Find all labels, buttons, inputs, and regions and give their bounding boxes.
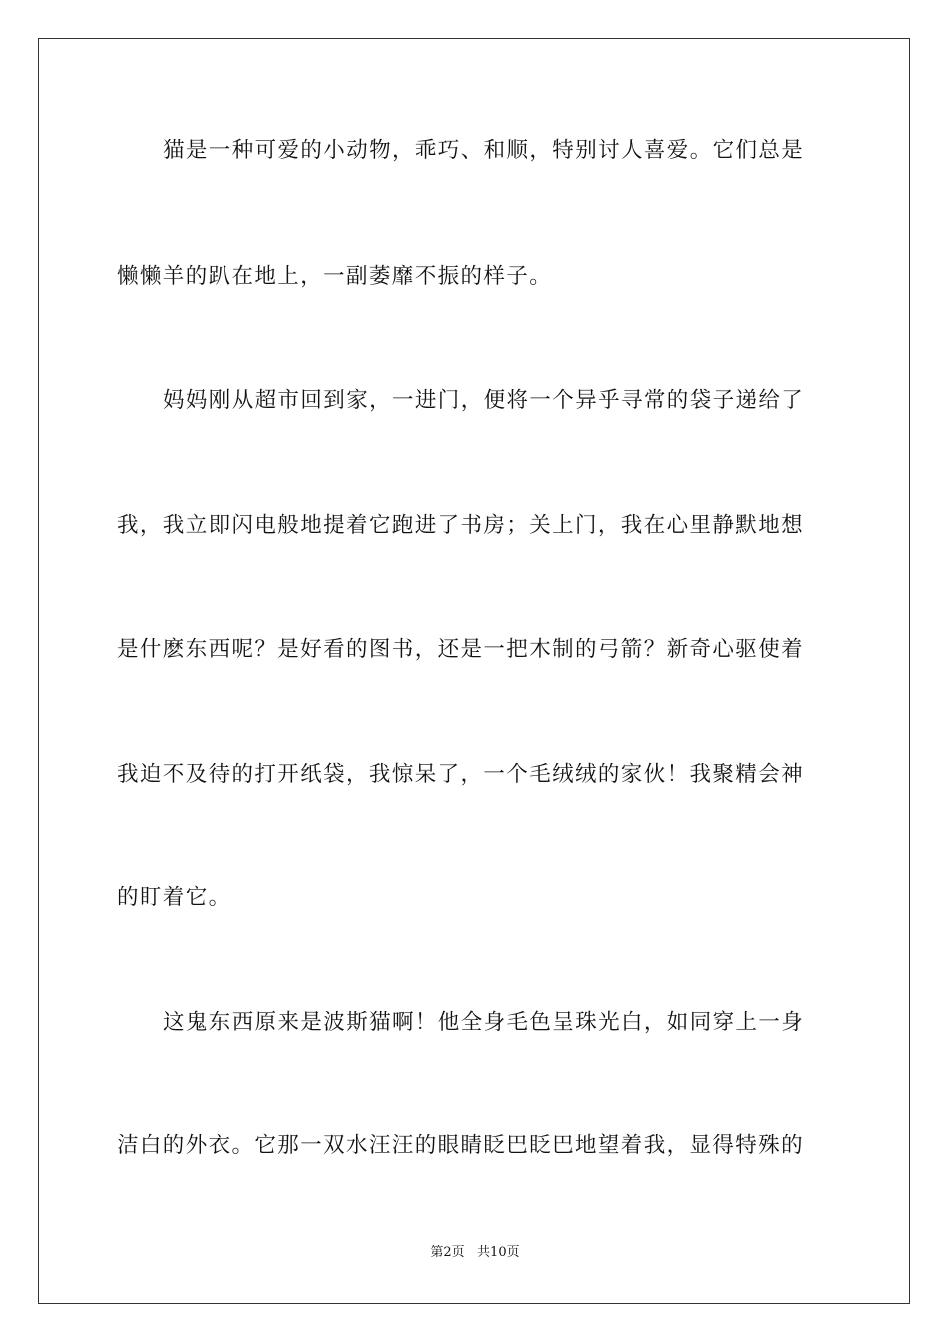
paragraph-1-line-1: 猫是一种可爱的小动物，乖巧、和顺，特别讨人喜爱。它们总是 bbox=[163, 138, 805, 163]
paragraph-3-line-2: 洁白的外衣。它那一双水汪汪的眼睛眨巴眨巴地望着我，显得特殊的 bbox=[117, 1133, 805, 1158]
page-number-footer: 第2页 共10页 bbox=[430, 1245, 520, 1260]
paragraph-2-line-5: 的盯着它。 bbox=[117, 885, 232, 910]
paragraph-2-line-3: 是什麽东西呢？是好看的图书，还是一把木制的弓箭？新奇心驱使着 bbox=[117, 637, 805, 662]
paragraph-2-line-2: 我，我立即闪电般地提着它跑进了书房；关上门，我在心里静默地想 bbox=[117, 513, 805, 538]
paragraph-3-line-1: 这鬼东西原来是波斯猫啊！他全身毛色呈珠光白，如同穿上一身 bbox=[163, 1010, 805, 1035]
paragraph-2-line-4: 我迫不及待的打开纸袋，我惊呆了，一个毛绒绒的家伙！我聚精会神 bbox=[117, 762, 805, 787]
paragraph-2-line-1: 妈妈刚从超市回到家，一进门，便将一个异乎寻常的袋子递给了 bbox=[163, 388, 805, 413]
page-border bbox=[38, 38, 910, 1304]
paragraph-1-line-2: 懒懒羊的趴在地上，一副萎靡不振的样子。 bbox=[117, 264, 553, 289]
